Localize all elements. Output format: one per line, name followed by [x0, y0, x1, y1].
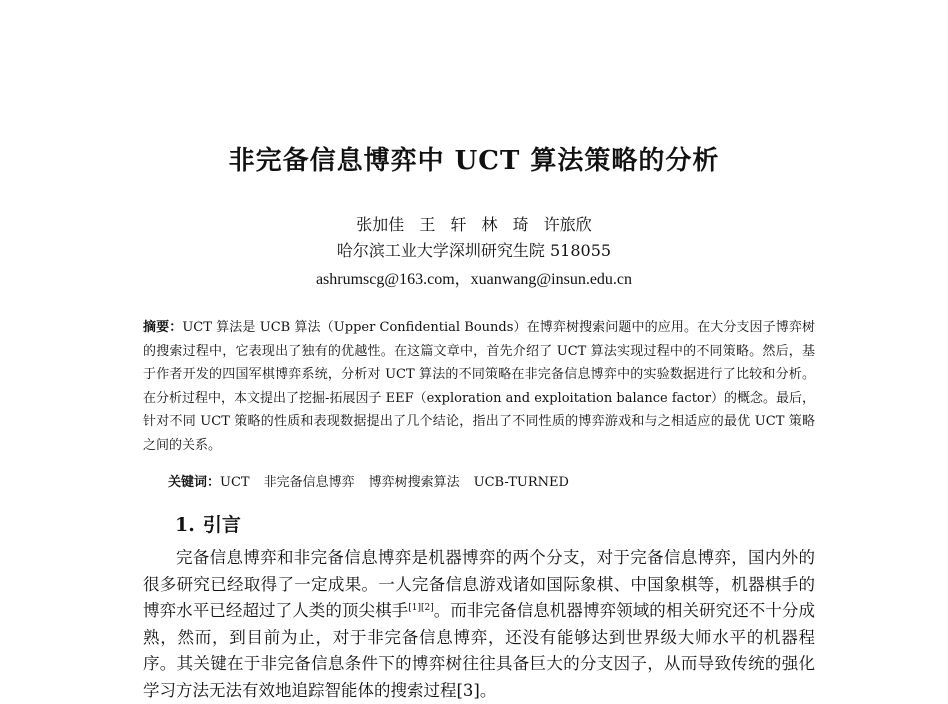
keywords	[168, 472, 815, 494]
author: 许旅欣	[543, 215, 592, 234]
section-heading	[175, 510, 241, 537]
author: 林 琦	[481, 215, 529, 234]
author: 张加佳	[356, 215, 405, 234]
paper-title: 非完备信息博弈中 UCT 算法策略的分析	[228, 146, 720, 176]
abstract-text: UCT 算法是 UCB 算法（Upper Confidential Bounds）在博弈树搜索问题中的应用。在大分支因子博弈树的搜索过程中，它表现出了独有的优越性。在这篇文章中，首先介绍了 UCT 算法实现过程中的不同策略。然后，基于作者开发的四国军棋博弈系统，分析对 UCT 算法的不同策略在非完备信息博弈中的实验数据进行了比较和分析。在分析过程中，本文提出了挖掘-拓展因子 EEF（exploration and exploitation balance factor）的概念。最后，针对不同 UCT 策略的性质和表现数据提出了几个结论，指出了不同性质的博弈游戏和与之相适应的最优 UCT 策略之间的关系。	[143, 320, 815, 453]
keyword: UCB-TURNED	[473, 475, 569, 490]
intro-paragraph	[143, 545, 815, 704]
keywords-label: 关键词：	[168, 475, 221, 490]
paragraph-text: 完备信息博弈和非完备信息博弈是机器博弈的两个分支，对于完备信息博弈，国内外的很多研究已经取得了一定成果。一人完备信息游戏诸如国际象棋、中国象棋等，机器棋手的博弈水平已经超过了人类的顶尖棋手	[143, 548, 815, 620]
keyword: UCT	[220, 475, 250, 490]
section-number: 1.	[175, 514, 195, 536]
keyword: 博弈树搜索算法	[368, 475, 460, 490]
paragraph-text: 。	[479, 680, 497, 700]
author-list	[0, 212, 948, 235]
affiliation: 哈尔滨工业大学深圳研究生院 518055	[336, 241, 612, 260]
keyword: 非完备信息博弈	[263, 475, 355, 490]
author: 王 轩	[419, 215, 467, 234]
abstract	[143, 316, 815, 457]
paragraph-text: 。而非完备信息机器博弈领域的相关研究还不十分成熟，然而，到目前为止，对于非完备信息博弈，还没有能够达到世界级大师水平的机器程序。其关键在于非完备信息条件下的博弈树往往具备巨大的分支因子，从而导致传统的强化学习方法无法有效地追踪智能体的搜索过程	[143, 601, 816, 700]
section-title: 引言	[202, 514, 241, 536]
author-emails: ashrumscg@163.com，xuanwang@insun.edu.cn	[315, 271, 633, 288]
abstract-label: 摘要：	[143, 320, 183, 335]
citation: [3]	[456, 680, 480, 700]
citation: [1][2]	[408, 603, 434, 613]
